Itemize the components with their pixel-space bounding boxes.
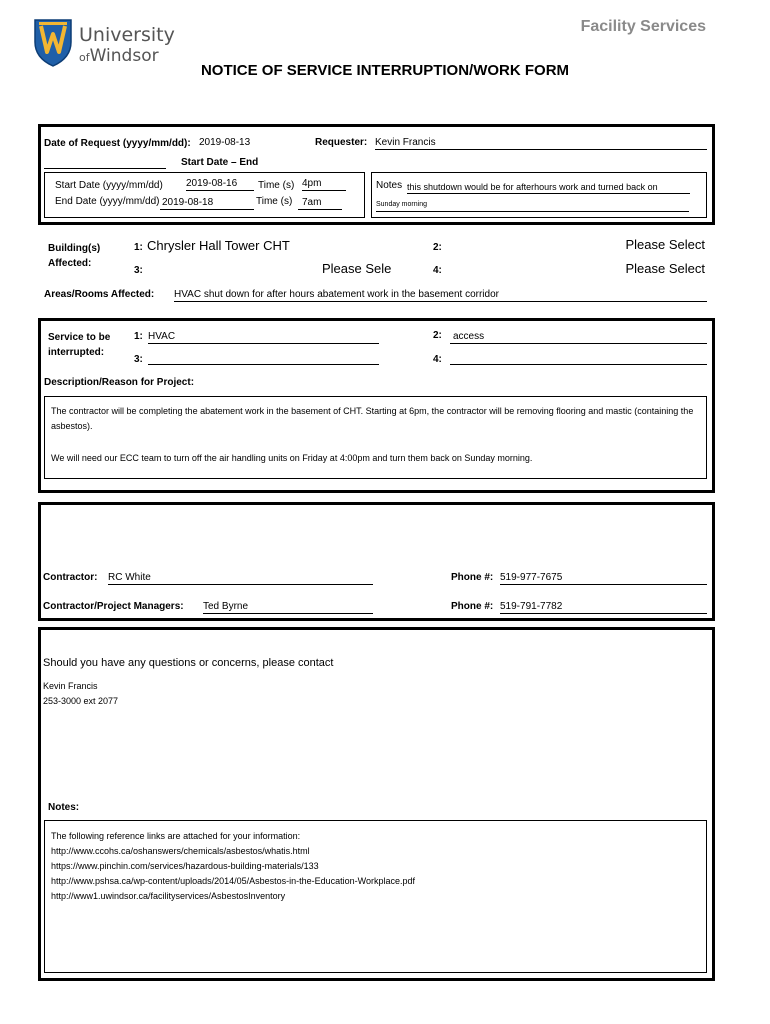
manager-field[interactable]	[203, 601, 373, 614]
requester-field[interactable]	[375, 137, 707, 150]
contact-phone: 253-3000 ext 2077	[43, 696, 119, 706]
buildings-label-line1: Building(s)	[48, 243, 101, 254]
service-slot2-label: 2:	[433, 330, 442, 341]
areas-field[interactable]	[174, 289, 707, 302]
phone2-label: Phone #:	[451, 601, 494, 612]
service-slot2-value: access	[453, 331, 485, 342]
service-slot1-field[interactable]	[148, 331, 379, 344]
service-slot3-label: 3:	[134, 354, 143, 365]
start-time-value: 4pm	[302, 178, 322, 189]
buildings-label-line2: Affected:	[48, 258, 92, 269]
areas-value: HVAC shut down for after hours abatement work in the basement corridor	[174, 289, 499, 300]
logo-of: of	[79, 51, 90, 64]
areas-label: Areas/Rooms Affected:	[44, 289, 155, 300]
contractor-field[interactable]	[108, 572, 373, 585]
manager-label: Contractor/Project Managers:	[43, 601, 184, 612]
start-date-field[interactable]	[186, 178, 254, 191]
logo-line2: Windsor	[89, 46, 159, 66]
date-of-request-value[interactable]: 2019-08-13	[199, 137, 251, 148]
phone1-value: 519-977-7675	[500, 572, 563, 583]
reference-link-2[interactable]: https://www.pinchin.com/services/hazardous-building-materials/133	[51, 861, 319, 871]
phone1-label: Phone #:	[451, 572, 494, 583]
references-intro: The following reference links are attached for your information:	[51, 831, 301, 841]
building-slot1-label: 1:	[134, 242, 143, 253]
request-notes-line2-value: Sunday morning	[376, 201, 427, 208]
reference-link-1[interactable]: http://www.ccohs.ca/oshanswers/chemicals/asbestos/whatis.html	[51, 846, 310, 856]
end-time-field[interactable]	[298, 197, 342, 210]
building-slot3-value: Please Sele	[322, 261, 392, 276]
start-date-value: 2019-08-16	[186, 178, 238, 189]
start-end-heading: Start Date – End	[181, 157, 259, 168]
contractor-value: RC White	[108, 572, 151, 583]
notes-label: Notes:	[48, 802, 80, 813]
reference-link-4[interactable]: http://www1.uwindsor.ca/facilityservices/AsbestosInventory	[51, 891, 286, 901]
phone2-field[interactable]	[500, 601, 707, 614]
request-notes-label: Notes	[376, 180, 403, 191]
phone2-value: 519-791-7782	[500, 601, 563, 612]
building-slot2-label: 2:	[433, 242, 442, 253]
service-label-line1: Service to be	[48, 332, 111, 343]
divider-line	[44, 168, 166, 169]
service-slot1-label: 1:	[134, 331, 143, 342]
date-of-request-label: Date of Request (yyyy/mm/dd):	[44, 138, 191, 149]
end-time-label: Time (s)	[256, 196, 293, 207]
request-notes-line1-value: this shutdown would be for afterhours work and turned back on	[407, 182, 658, 192]
building-slot4-label: 4:	[433, 265, 442, 276]
request-notes-line2[interactable]	[376, 199, 689, 212]
description-paragraph2: We will need our ECC team to turn off the air handling units on Friday at 4:00pm and turn them back on Sunday morning.	[51, 453, 533, 463]
building-slot2-select[interactable]: Please Select	[625, 237, 705, 252]
start-time-label: Time (s)	[258, 180, 295, 191]
service-slot4-field[interactable]	[450, 352, 707, 365]
start-date-label: Start Date (yyyy/mm/dd)	[55, 180, 163, 191]
department-name: Facility Services	[580, 18, 706, 35]
building-slot3-select[interactable]	[322, 261, 392, 276]
phone1-field[interactable]	[500, 572, 707, 585]
service-slot2-field[interactable]	[450, 331, 707, 344]
requester-label: Requester:	[315, 137, 368, 148]
form-title: NOTICE OF SERVICE INTERRUPTION/WORK FORM	[200, 62, 570, 79]
end-date-value: 2019-08-18	[162, 197, 214, 208]
service-slot4-label: 4:	[433, 354, 442, 365]
start-time-field[interactable]	[302, 178, 346, 191]
service-label-line2: interrupted:	[48, 347, 105, 358]
contact-intro: Should you have any questions or concerns, please contact	[43, 657, 334, 669]
end-date-field[interactable]	[160, 197, 254, 210]
building-slot1-select[interactable]: Chrysler Hall Tower CHT	[147, 238, 290, 253]
service-slot1-value: HVAC	[148, 331, 176, 342]
manager-value: Ted Byrne	[203, 601, 249, 612]
requester-value: Kevin Francis	[375, 137, 436, 148]
description-label: Description/Reason for Project:	[44, 377, 195, 388]
shield-icon	[33, 16, 73, 68]
logo-line1: University	[79, 24, 175, 46]
description-paragraph1: The contractor will be completing the abatement work in the basement of CHT. Starting at 6pm, the contractor will be removing flooring and mastic (containing the asbestos).	[51, 406, 694, 431]
building-slot3-label: 3:	[134, 265, 143, 276]
service-slot3-field[interactable]	[148, 352, 379, 365]
end-date-label: End Date (yyyy/mm/dd)	[55, 196, 160, 207]
contractor-label: Contractor:	[43, 572, 98, 583]
reference-link-3[interactable]: http://www.pshsa.ca/wp-content/uploads/2014/05/Asbestos-in-the-Education-Workplace.pdf	[51, 876, 416, 886]
building-slot4-select[interactable]: Please Select	[625, 261, 705, 276]
end-time-value: 7am	[302, 197, 322, 208]
contact-name: Kevin Francis	[43, 681, 98, 691]
request-notes-line1[interactable]	[407, 181, 690, 194]
